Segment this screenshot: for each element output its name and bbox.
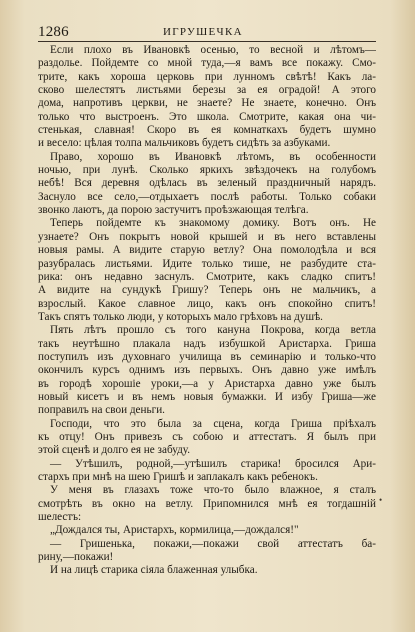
text-line: къ отцу! Онъ привезъ съ собою и аттестатъ. Я былъ при: [38, 430, 376, 443]
text-line: раздолье. Пойдемте со мной туда,—я вамъ все покажу. Смо-: [38, 57, 376, 70]
text-line: смотрѣть въ окно на ветлу. Припомнился мнѣ ея тогдашній: [38, 497, 376, 510]
text-line: ночью, при лунѣ. Сколько яркихъ звѣздочекъ на голубомъ: [38, 164, 376, 177]
text-line: шелестъ:: [38, 511, 82, 524]
text-line: — Гришенька, покажи,—покажи свой аттестатъ ба-: [50, 537, 376, 550]
text-line: — Утѣшилъ, родной,—утѣшилъ старика! бросился Ари-: [50, 457, 376, 470]
body-text: [38, 44, 376, 578]
text-line: И на лицѣ старика сіяла блаженная улыбка.: [50, 564, 258, 577]
text-line: такъ неутѣшно плакала надъ избушкой Аристарха. Гриша: [38, 337, 376, 350]
text-line: „Дождался ты, Аристархъ, кормилица,—дождался!": [50, 524, 299, 537]
page-number: 1286: [38, 24, 69, 40]
running-title: ИГРУШЕЧКА: [163, 26, 243, 38]
text-line: узнаете? Онъ покрытъ новой крышей и въ него вставлены: [38, 230, 376, 243]
text-line: Если плохо въ Ивановкѣ осенью, то весной и лѣтомъ—: [50, 44, 376, 56]
text-line: рика: онъ недавно заснулъ. Смотрите, какъ сладко спитъ!: [38, 270, 376, 283]
text-line: разубралась листьями. Идите только тише, не разбудите ста-: [38, 257, 376, 270]
text-line: Право, хорошо въ Ивановкѣ лѣтомъ, въ особенности: [50, 150, 376, 163]
text-line: рину,—покажи!: [38, 551, 114, 564]
text-line: окончилъ курсъ однимъ изъ первыхъ. Онъ давно уже имѣлъ: [38, 364, 376, 377]
text-line: трите, какъ хороша церковь при лунномъ свѣтѣ! Какъ ла-: [38, 70, 376, 83]
text-line: Такъ спятъ только люди, у которыхъ мало грѣховъ на душѣ.: [38, 310, 323, 323]
margin-mark: •: [379, 495, 383, 505]
text-line: небѣ! Вся деревня одѣлась въ зеленый праздничный нарядъ.: [38, 177, 376, 190]
text-line: Теперь пойдемте къ знакомому домику. Вотъ онъ. Не: [50, 217, 376, 230]
text-line: Пять лѣтъ прошло съ того кануна Покрова, когда ветла: [50, 324, 376, 337]
text-line: новыя рамы. А видите старую ветлу? Она помолодѣла и вся: [38, 244, 376, 257]
text-line: и весело: цѣлая толпа мальчиковъ будетъ сидѣть за азбуками.: [38, 137, 331, 150]
text-line: поправилъ на свои деньги.: [38, 404, 165, 417]
text-line: этой сценѣ и долго ея не забуду.: [38, 444, 191, 457]
text-line: поступилъ изъ духовнаго училища въ семинарію и только-что: [38, 350, 376, 363]
text-line: Господи, что это была за сцена, когда Гриша пріѣхалъ: [50, 417, 376, 430]
text-line: новый кисетъ и въ немъ новыя бумажки. И избу Гриша—же: [38, 390, 376, 403]
header-rule: [38, 41, 376, 42]
text-line: стархъ при мнѣ на шею Гришѣ и заплакалъ какъ ребенокъ.: [38, 471, 318, 483]
text-line: въ городѣ хорошіе уроки,—а у Аристарха давно уже былъ: [38, 377, 376, 390]
page-header: [38, 19, 376, 41]
text-line: А видите на сундукѣ Гришу? Теперь онъ не мальчикъ, а: [38, 284, 376, 297]
text-line: стенькая, славная! Скоро въ ея комнаткахъ будетъ шумно: [38, 124, 376, 137]
text-line: У меня въ глазахъ тоже что-то было влажное, я сталъ: [50, 484, 376, 497]
text-line: сково шелестятъ листьями березы за ея оградой! А этого: [38, 84, 376, 97]
text-line: взрослый. Какое славное лицо, какъ онъ спокойно спитъ!: [38, 297, 376, 310]
text-line: только что выстроенъ. Это школа. Смотрите, какая она чи-: [38, 110, 376, 123]
text-line: Заснуло все село,—отдыхаетъ послѣ работы. Только собаки: [38, 190, 376, 203]
text-line: звонко лаютъ, да порою застучитъ проѣзжающая телѣга.: [38, 204, 309, 217]
text-line: дома, напротивъ церкви, не знаете? Не знаете, конечно. Онъ: [38, 97, 376, 110]
